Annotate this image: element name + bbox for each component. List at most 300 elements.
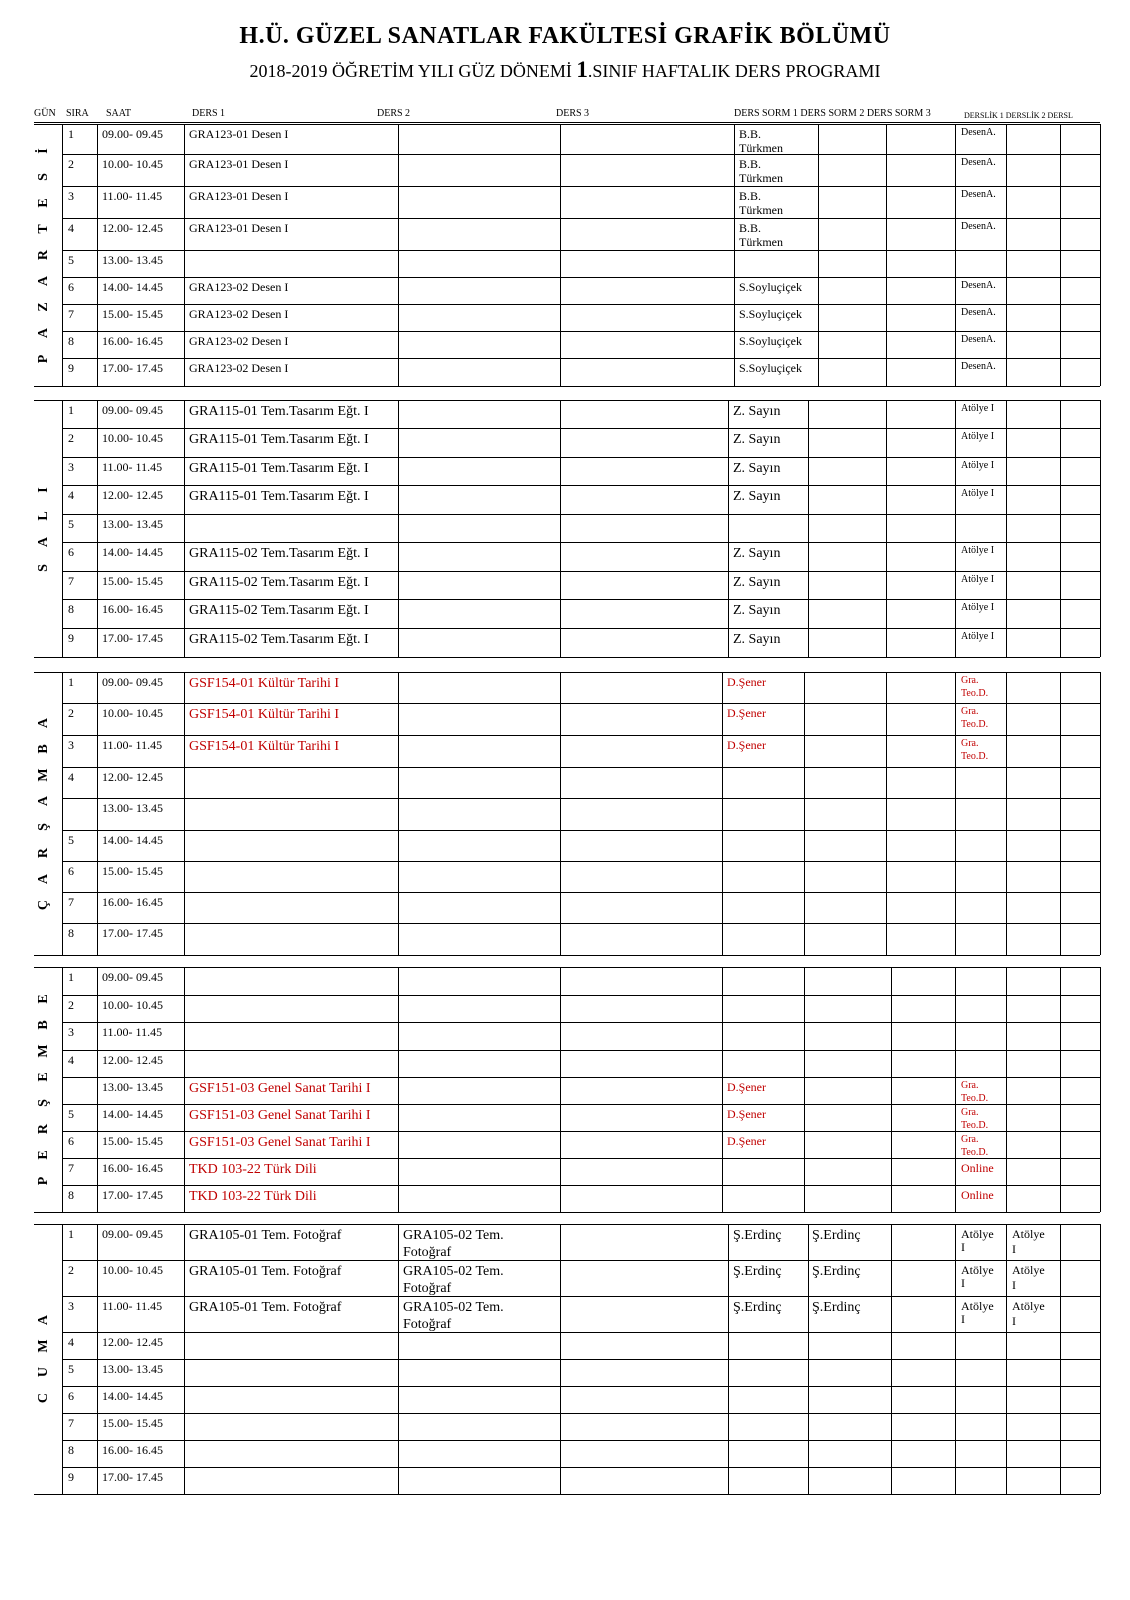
header-ders-sorm: DERS SORM 1 DERS SORM 2 DERS SORM 3 <box>734 108 931 119</box>
time-slot: 14.00- 14.45 <box>102 1107 163 1121</box>
time-slot: 17.00- 17.45 <box>102 926 163 940</box>
room-1: Gra. <box>961 1107 979 1118</box>
column-divider <box>398 967 399 1212</box>
row-divider <box>62 1467 1100 1468</box>
row-number: 5 <box>68 1362 74 1376</box>
column-divider <box>97 124 98 386</box>
instructor-1: D.Şener <box>727 738 766 752</box>
instructor-1: B.B. <box>739 157 762 171</box>
row-number: 3 <box>68 460 74 474</box>
row-number: 2 <box>68 706 74 720</box>
instructor-2: Ş.Erdinç <box>812 1300 861 1315</box>
course-1: GRA123-02 Desen I <box>189 307 289 321</box>
room-2: Atölye <box>1012 1299 1045 1313</box>
time-slot: 15.00- 15.45 <box>102 1416 163 1430</box>
column-divider <box>184 124 185 386</box>
row-divider <box>62 1022 1100 1023</box>
time-slot: 17.00- 17.45 <box>102 1188 163 1202</box>
course-1: GRA105-01 Tem. Fotoğraf <box>189 1300 342 1315</box>
column-divider <box>886 124 887 386</box>
column-divider <box>1006 124 1007 386</box>
room-1: I <box>961 1312 965 1326</box>
room-1: Gra. <box>961 1134 979 1145</box>
column-divider <box>804 967 805 1212</box>
course-1: GRA123-01 Desen I <box>189 221 289 235</box>
row-divider <box>62 1185 1100 1186</box>
row-divider <box>62 277 1100 278</box>
instructor-1: Z. Sayın <box>733 489 781 504</box>
row-divider <box>62 1104 1100 1105</box>
instructor-1: Ş.Erdinç <box>733 1300 782 1315</box>
row-number: 2 <box>68 157 74 171</box>
column-divider <box>955 400 956 657</box>
time-slot: 10.00- 10.45 <box>102 998 163 1012</box>
course-2: Fotoğraf <box>403 1317 452 1332</box>
time-slot: 17.00- 17.45 <box>102 631 163 645</box>
instructor-1: Türkmen <box>739 203 783 217</box>
course-1: GRA115-01 Tem.Tasarım Eğt. I <box>189 404 369 419</box>
room-1: Gra. <box>961 675 979 686</box>
time-slot: 16.00- 16.45 <box>102 1443 163 1457</box>
row-number: 7 <box>68 895 74 909</box>
row-divider <box>62 1260 1100 1261</box>
course-1: GRA115-02 Tem.Tasarım Eğt. I <box>189 546 369 561</box>
row-number: 6 <box>68 280 74 294</box>
row-number: 1 <box>68 127 74 141</box>
column-divider <box>1100 124 1101 386</box>
row-divider <box>62 304 1100 305</box>
row-divider <box>62 1332 1100 1333</box>
header-ders2: DERS 2 <box>377 108 411 119</box>
subtitle-post: .SINIF HAFTALIK DERS PROGRAMI <box>587 61 881 81</box>
room-1: Teo.D. <box>961 1120 989 1131</box>
instructor-1: D.Şener <box>727 706 766 720</box>
column-divider <box>1060 967 1061 1212</box>
row-number: 6 <box>68 1134 74 1148</box>
column-divider <box>1060 400 1061 657</box>
section-top-rule <box>34 124 1100 125</box>
instructor-1: D.Şener <box>727 1107 766 1121</box>
row-divider <box>62 735 1100 736</box>
time-slot: 11.00- 11.45 <box>102 460 163 474</box>
row-number: 4 <box>68 488 74 502</box>
instructor-2: Ş.Erdinç <box>812 1228 861 1243</box>
row-number: 6 <box>68 1389 74 1403</box>
room-1: Teo.D. <box>961 751 989 762</box>
row-number: 8 <box>68 926 74 940</box>
room-1: Atölye <box>961 1299 994 1313</box>
room-2: Atölye <box>1012 1263 1045 1277</box>
row-divider <box>62 1158 1100 1159</box>
row-divider <box>62 1359 1100 1360</box>
instructor-1: Z. Sayın <box>733 603 781 618</box>
room-1: DesenA. <box>961 189 996 200</box>
row-divider <box>62 514 1100 515</box>
time-slot: 09.00- 09.45 <box>102 1227 163 1241</box>
room-1: Teo.D. <box>961 1093 989 1104</box>
room-2: Atölye <box>1012 1227 1045 1241</box>
column-divider <box>1100 400 1101 657</box>
instructor-1: D.Şener <box>727 1134 766 1148</box>
row-divider <box>62 571 1100 572</box>
time-slot: 10.00- 10.45 <box>102 431 163 445</box>
time-slot: 10.00- 10.45 <box>102 1263 163 1277</box>
column-divider <box>62 400 63 657</box>
room-1: Online <box>961 1188 994 1202</box>
time-slot: 12.00- 12.45 <box>102 770 163 784</box>
course-1: GRA123-01 Desen I <box>189 157 289 171</box>
room-2: I <box>1012 1242 1016 1256</box>
row-number: 2 <box>68 998 74 1012</box>
instructor-2: Ş.Erdinç <box>812 1264 861 1279</box>
row-number: 9 <box>68 1470 74 1484</box>
row-divider <box>62 218 1100 219</box>
header-ders1: DERS 1 <box>192 108 226 119</box>
room-1: Atölye <box>961 1227 994 1241</box>
time-slot: 16.00- 16.45 <box>102 895 163 909</box>
room-1: Atölye <box>961 1263 994 1277</box>
time-slot: 09.00- 09.45 <box>102 970 163 984</box>
row-number: 7 <box>68 1161 74 1175</box>
column-divider <box>560 124 561 386</box>
course-1: GRA115-01 Tem.Tasarım Eğt. I <box>189 432 369 447</box>
course-1: TKD 103-22 Türk Dili <box>189 1189 317 1204</box>
row-number: 3 <box>68 1299 74 1313</box>
course-1: GRA123-02 Desen I <box>189 280 289 294</box>
course-1: GSF151-03 Genel Sanat Tarihi I <box>189 1135 371 1150</box>
course-1: GSF154-01 Kültür Tarihi I <box>189 739 340 754</box>
instructor-1: Z. Sayın <box>733 546 781 561</box>
row-number: 4 <box>68 1053 74 1067</box>
column-divider <box>818 124 819 386</box>
room-1: Atölye I <box>961 631 995 642</box>
row-divider <box>62 186 1100 187</box>
instructor-1: B.B. <box>739 189 762 203</box>
instructor-1: Türkmen <box>739 141 783 155</box>
time-slot: 14.00- 14.45 <box>102 545 163 559</box>
row-number: 7 <box>68 1416 74 1430</box>
day-label: E B M E Ş R E P <box>36 993 51 1185</box>
course-1: GRA123-02 Desen I <box>189 361 289 375</box>
room-1: Teo.D. <box>961 688 989 699</box>
column-divider <box>398 124 399 386</box>
time-slot: 13.00- 13.45 <box>102 801 163 815</box>
time-slot: 14.00- 14.45 <box>102 1389 163 1403</box>
day-label: İ S E T R A Z A P <box>36 148 51 364</box>
row-divider <box>62 892 1100 893</box>
row-divider <box>62 1131 1100 1132</box>
row-number: 1 <box>68 675 74 689</box>
row-number: 7 <box>68 307 74 321</box>
column-divider <box>1006 400 1007 657</box>
instructor-1: Z. Sayın <box>733 461 781 476</box>
room-1: Atölye I <box>961 602 995 613</box>
course-1: GRA115-01 Tem.Tasarım Eğt. I <box>189 461 369 476</box>
room-1: I <box>961 1240 965 1254</box>
room-1: DesenA. <box>961 280 996 291</box>
column-divider <box>955 672 956 955</box>
row-divider <box>62 861 1100 862</box>
column-divider <box>1006 967 1007 1212</box>
row-divider <box>62 923 1100 924</box>
column-divider <box>808 400 809 657</box>
row-number: 8 <box>68 1443 74 1457</box>
instructor-1: Türkmen <box>739 235 783 249</box>
time-slot: 17.00- 17.45 <box>102 1470 163 1484</box>
day-label: I L A S <box>36 486 51 572</box>
row-divider <box>62 428 1100 429</box>
row-number: 5 <box>68 1107 74 1121</box>
time-slot: 13.00- 13.45 <box>102 517 163 531</box>
row-divider <box>62 331 1100 332</box>
course-1: GRA105-01 Tem. Fotoğraf <box>189 1228 342 1243</box>
time-slot: 16.00- 16.45 <box>102 334 163 348</box>
room-1: Gra. <box>961 706 979 717</box>
instructor-1: S.Soyluçiçek <box>739 334 802 348</box>
subtitle-pre: 2018-2019 ÖĞRETİM YILI GÜZ DÖNEMİ <box>249 61 577 81</box>
row-divider <box>62 1413 1100 1414</box>
row-divider <box>62 485 1100 486</box>
row-divider <box>62 628 1100 629</box>
course-2: GRA105-02 Tem. <box>403 1228 504 1243</box>
row-divider <box>62 1050 1100 1051</box>
row-number: 8 <box>68 334 74 348</box>
room-1: DesenA. <box>961 307 996 318</box>
column-divider <box>62 124 63 386</box>
column-divider <box>1060 672 1061 955</box>
column-divider <box>560 672 561 955</box>
course-1: GRA115-02 Tem.Tasarım Eğt. I <box>189 603 369 618</box>
time-slot: 15.00- 15.45 <box>102 1134 163 1148</box>
instructor-1: B.B. <box>739 127 762 141</box>
section-bottom-rule <box>34 386 1100 387</box>
row-divider <box>62 703 1100 704</box>
course-2: Fotoğraf <box>403 1281 452 1296</box>
day-label: A B M A Ş R A Ç <box>36 717 51 910</box>
time-slot: 14.00- 14.45 <box>102 833 163 847</box>
row-divider <box>62 154 1100 155</box>
room-1: Atölye I <box>961 460 995 471</box>
row-number: 9 <box>68 631 74 645</box>
row-divider <box>62 1077 1100 1078</box>
course-1: GRA115-02 Tem.Tasarım Eğt. I <box>189 575 369 590</box>
row-number: 8 <box>68 602 74 616</box>
row-divider <box>62 457 1100 458</box>
column-divider <box>1100 672 1101 955</box>
time-slot: 13.00- 13.45 <box>102 1080 163 1094</box>
row-number: 8 <box>68 1188 74 1202</box>
room-1: DesenA. <box>961 334 996 345</box>
time-slot: 12.00- 12.45 <box>102 488 163 502</box>
course-1: GRA115-01 Tem.Tasarım Eğt. I <box>189 489 369 504</box>
room-1: DesenA. <box>961 127 996 138</box>
time-slot: 09.00- 09.45 <box>102 403 163 417</box>
room-1: Gra. <box>961 1080 979 1091</box>
room-1: Atölye I <box>961 431 995 442</box>
row-number: 1 <box>68 1227 74 1241</box>
column-divider <box>722 967 723 1212</box>
course-1: TKD 103-22 Türk Dili <box>189 1162 317 1177</box>
time-slot: 15.00- 15.45 <box>102 864 163 878</box>
header-rule <box>34 122 1100 123</box>
row-number: 9 <box>68 361 74 375</box>
row-divider <box>62 767 1100 768</box>
section-bottom-rule <box>34 1212 1100 1213</box>
room-1: Gra. <box>961 738 979 749</box>
instructor-1: B.B. <box>739 221 762 235</box>
time-slot: 11.00- 11.45 <box>102 738 163 752</box>
time-slot: 11.00- 11.45 <box>102 189 163 203</box>
section-bottom-rule <box>34 657 1100 658</box>
instructor-1: Z. Sayın <box>733 404 781 419</box>
column-divider <box>398 400 399 657</box>
row-divider <box>62 995 1100 996</box>
row-divider <box>62 798 1100 799</box>
row-divider <box>62 830 1100 831</box>
column-divider <box>184 967 185 1212</box>
instructor-1: Z. Sayın <box>733 432 781 447</box>
column-divider <box>728 400 729 657</box>
course-1: GSF154-01 Kültür Tarihi I <box>189 676 340 691</box>
row-number: 6 <box>68 864 74 878</box>
room-1: I <box>961 1276 965 1290</box>
column-divider <box>804 672 805 955</box>
time-slot: 17.00- 17.45 <box>102 361 163 375</box>
room-1: Atölye I <box>961 545 995 556</box>
room-2: I <box>1012 1278 1016 1292</box>
course-1: GRA123-01 Desen I <box>189 189 289 203</box>
row-number: 3 <box>68 189 74 203</box>
course-1: GRA123-02 Desen I <box>189 334 289 348</box>
header-gun: GÜN <box>34 108 56 119</box>
header-derslik: DERSLİK 1 DERSLİK 2 DERSL <box>964 111 1073 120</box>
instructor-1: Z. Sayın <box>733 575 781 590</box>
column-divider <box>97 672 98 955</box>
time-slot: 16.00- 16.45 <box>102 602 163 616</box>
instructor-1: Ş.Erdinç <box>733 1228 782 1243</box>
row-divider <box>62 1386 1100 1387</box>
section-bottom-rule <box>34 1494 1100 1495</box>
row-divider <box>62 1296 1100 1297</box>
column-divider <box>1100 1224 1101 1494</box>
column-divider <box>184 672 185 955</box>
header-ders3: DERS 3 <box>556 108 590 119</box>
column-divider <box>398 672 399 955</box>
instructor-1: Türkmen <box>739 171 783 185</box>
row-number: 4 <box>68 770 74 784</box>
row-divider <box>62 358 1100 359</box>
header-saat: SAAT <box>106 108 132 119</box>
section-top-rule <box>34 967 1100 968</box>
room-1: Teo.D. <box>961 1147 989 1158</box>
time-slot: 09.00- 09.45 <box>102 675 163 689</box>
row-number: 1 <box>68 403 74 417</box>
row-divider <box>62 1440 1100 1441</box>
row-number: 4 <box>68 1335 74 1349</box>
row-number: 3 <box>68 1025 74 1039</box>
time-slot: 15.00- 15.45 <box>102 307 163 321</box>
course-1: GRA105-01 Tem. Fotoğraf <box>189 1264 342 1279</box>
time-slot: 12.00- 12.45 <box>102 1335 163 1349</box>
time-slot: 10.00- 10.45 <box>102 157 163 171</box>
time-slot: 09.00- 09.45 <box>102 127 163 141</box>
class-number: 1 <box>576 57 588 82</box>
section-top-rule <box>34 672 1100 673</box>
row-number: 1 <box>68 970 74 984</box>
section-top-rule <box>34 1224 1100 1225</box>
column-divider <box>62 967 63 1212</box>
course-1: GRA123-01 Desen I <box>189 127 289 141</box>
column-divider <box>1060 124 1061 386</box>
column-divider <box>734 124 735 386</box>
row-divider <box>62 250 1100 251</box>
instructor-1: S.Soyluçiçek <box>739 361 802 375</box>
room-1: DesenA. <box>961 157 996 168</box>
room-1: DesenA. <box>961 221 996 232</box>
header-sira: SIRA <box>66 108 89 119</box>
time-slot: 12.00- 12.45 <box>102 221 163 235</box>
course-1: GRA115-02 Tem.Tasarım Eğt. I <box>189 632 369 647</box>
instructor-1: D.Şener <box>727 675 766 689</box>
room-1: Atölye I <box>961 488 995 499</box>
column-divider <box>955 124 956 386</box>
column-divider <box>1100 967 1101 1212</box>
course-1: GSF151-03 Genel Sanat Tarihi I <box>189 1081 371 1096</box>
time-slot: 10.00- 10.45 <box>102 706 163 720</box>
time-slot: 14.00- 14.45 <box>102 280 163 294</box>
instructor-1: Ş.Erdinç <box>733 1264 782 1279</box>
section-bottom-rule <box>34 955 1100 956</box>
room-1: DesenA. <box>961 361 996 372</box>
room-1: Online <box>961 1161 994 1175</box>
room-2: I <box>1012 1314 1016 1328</box>
room-1: Atölye I <box>961 403 995 414</box>
instructor-1: Z. Sayın <box>733 632 781 647</box>
column-divider <box>97 400 98 657</box>
row-number: 5 <box>68 253 74 267</box>
course-2: GRA105-02 Tem. <box>403 1300 504 1315</box>
instructor-1: D.Şener <box>727 1080 766 1094</box>
row-divider <box>62 542 1100 543</box>
row-number: 2 <box>68 431 74 445</box>
course-2: GRA105-02 Tem. <box>403 1264 504 1279</box>
course-1: GSF151-03 Genel Sanat Tarihi I <box>189 1108 371 1123</box>
column-divider <box>886 672 887 955</box>
column-divider <box>886 400 887 657</box>
column-divider <box>1006 672 1007 955</box>
column-divider <box>62 672 63 955</box>
time-slot: 13.00- 13.45 <box>102 253 163 267</box>
row-number: 2 <box>68 1263 74 1277</box>
course-1: GSF154-01 Kültür Tarihi I <box>189 707 340 722</box>
instructor-1: S.Soyluçiçek <box>739 307 802 321</box>
time-slot: 11.00- 11.45 <box>102 1299 163 1313</box>
room-1: Atölye I <box>961 574 995 585</box>
column-divider <box>722 672 723 955</box>
day-label: A M U C <box>36 1314 51 1404</box>
column-divider <box>955 967 956 1212</box>
time-slot: 12.00- 12.45 <box>102 1053 163 1067</box>
section-top-rule <box>34 400 1100 401</box>
column-divider <box>891 967 892 1212</box>
row-number: 5 <box>68 833 74 847</box>
row-number: 4 <box>68 221 74 235</box>
row-number: 7 <box>68 574 74 588</box>
time-slot: 16.00- 16.45 <box>102 1161 163 1175</box>
time-slot: 13.00- 13.45 <box>102 1362 163 1376</box>
column-divider <box>97 967 98 1212</box>
row-number: 6 <box>68 545 74 559</box>
